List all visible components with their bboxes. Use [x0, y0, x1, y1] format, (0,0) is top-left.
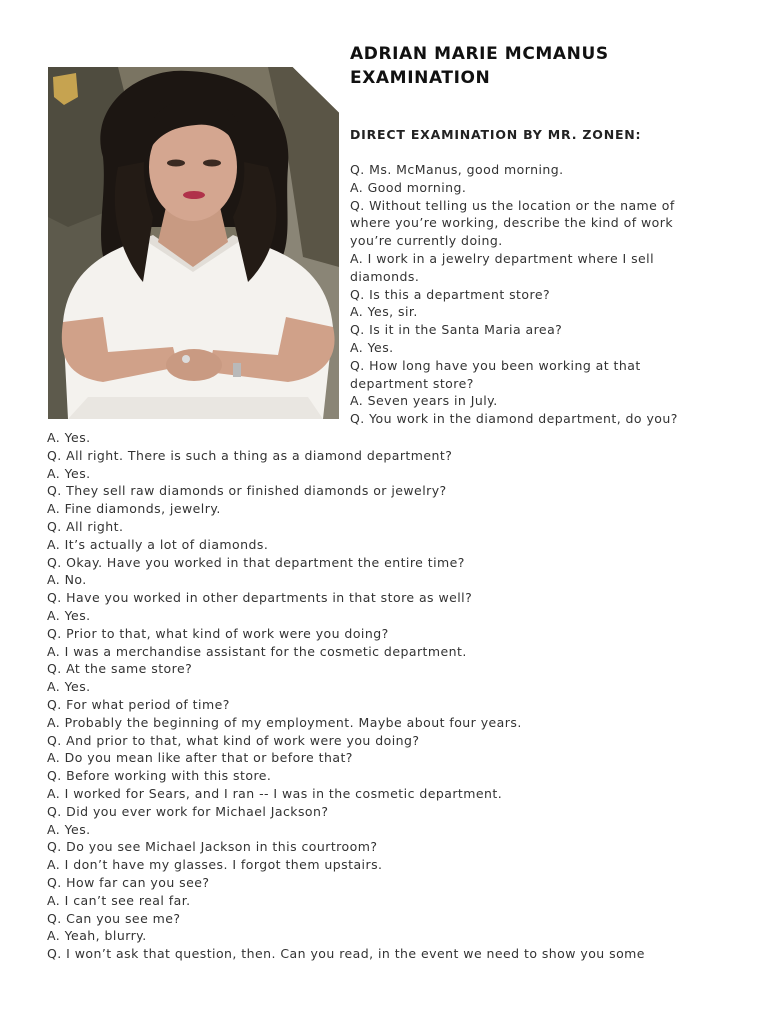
section-subheading: DIRECT EXAMINATION BY MR. ZONEN:: [350, 127, 642, 142]
witness-photo: [48, 67, 339, 419]
transcript-full-width: [47, 429, 747, 963]
transcript-line: A. No.: [47, 572, 87, 588]
transcript-line: A. I worked for Sears, and I ran -- I was in the cosmetic department.: [47, 785, 503, 801]
transcript-line: Q. Can you see me?: [47, 910, 181, 926]
transcript-line: Q. Ms. McManus, good morning.: [350, 162, 564, 177]
document-title: [350, 42, 730, 90]
transcript-line: Q. Is it in the Santa Maria area?: [350, 322, 563, 338]
transcript-line: Q. They sell raw diamonds or finished diamonds or jewelry?: [47, 483, 447, 499]
transcript-line: Q. You work in the diamond department, do you?: [350, 411, 678, 427]
transcript-line: Q. For what period of time?: [47, 696, 230, 712]
transcript-line: Q. Before working with this store.: [47, 768, 272, 784]
transcript-line: Q. At the same store?: [47, 661, 193, 677]
transcript-line: A. Seven years in July.: [350, 393, 498, 409]
transcript-line: Q. How long have you been working at that: [350, 357, 641, 373]
transcript-line: Q. All right.: [47, 518, 124, 534]
transcript-line: Q. How far can you see?: [47, 874, 210, 890]
title-line-2: EXAMINATION: [350, 68, 491, 88]
transcript-line: Q. Do you see Michael Jackson in this courtroom?: [47, 839, 378, 855]
transcript-line: Q. Is this a department store?: [350, 286, 551, 302]
transcript-line: department store?: [350, 375, 474, 391]
transcript-line: A. Yes.: [350, 339, 394, 355]
transcript-line: A. I don’t have my glasses. I forgot them upstairs.: [47, 857, 383, 873]
transcript-line: Q. Without telling us the location or the name of: [350, 197, 675, 213]
transcript-line: A. I work in a jewelry department where I sell: [350, 250, 655, 266]
transcript-line: A. I was a merchandise assistant for the cosmetic department.: [47, 643, 467, 659]
transcript-line: Q. Prior to that, what kind of work were you doing?: [47, 625, 389, 641]
title-line-1: ADRIAN MARIE MCMANUS: [350, 44, 609, 64]
transcript-line: Q. And prior to that, what kind of work were you doing?: [47, 732, 420, 748]
transcript-line: A. Do you mean like after that or before that?: [47, 750, 353, 766]
transcript-line: Q. I won’t ask that question, then. Can you read, in the event we need to show you some: [47, 946, 645, 962]
transcript-line: A. Fine diamonds, jewelry.: [47, 501, 221, 517]
transcript-right-column: [350, 161, 750, 428]
transcript-line: A. It’s actually a lot of diamonds.: [47, 536, 269, 552]
transcript-line: A. Probably the beginning of my employment. Maybe about four years.: [47, 714, 522, 730]
transcript-line: Q. Okay. Have you worked in that department the entire time?: [47, 554, 465, 570]
transcript-line: A. Yes.: [47, 821, 91, 837]
transcript-line: A. Yes.: [47, 607, 91, 623]
transcript-line: Q. All right. There is such a thing as a diamond department?: [47, 447, 453, 463]
transcript-line: you’re currently doing.: [350, 233, 503, 249]
transcript-line: A. Yes, sir.: [350, 304, 418, 320]
transcript-line: A. Yeah, blurry.: [47, 928, 147, 944]
portrait-photo-icon: [48, 67, 339, 419]
transcript-line: A. Yes.: [47, 679, 91, 695]
transcript-line: A. Yes.: [47, 430, 91, 445]
transcript-line: A. I can’t see real far.: [47, 892, 191, 908]
transcript-line: Q. Have you worked in other departments in that store as well?: [47, 590, 473, 606]
transcript-line: A. Yes.: [47, 465, 91, 481]
transcript-line: diamonds.: [350, 268, 420, 284]
transcript-line: where you’re working, describe the kind of work: [350, 215, 674, 231]
transcript-line: A. Good morning.: [350, 179, 467, 195]
transcript-line: Q. Did you ever work for Michael Jackson?: [47, 803, 329, 819]
